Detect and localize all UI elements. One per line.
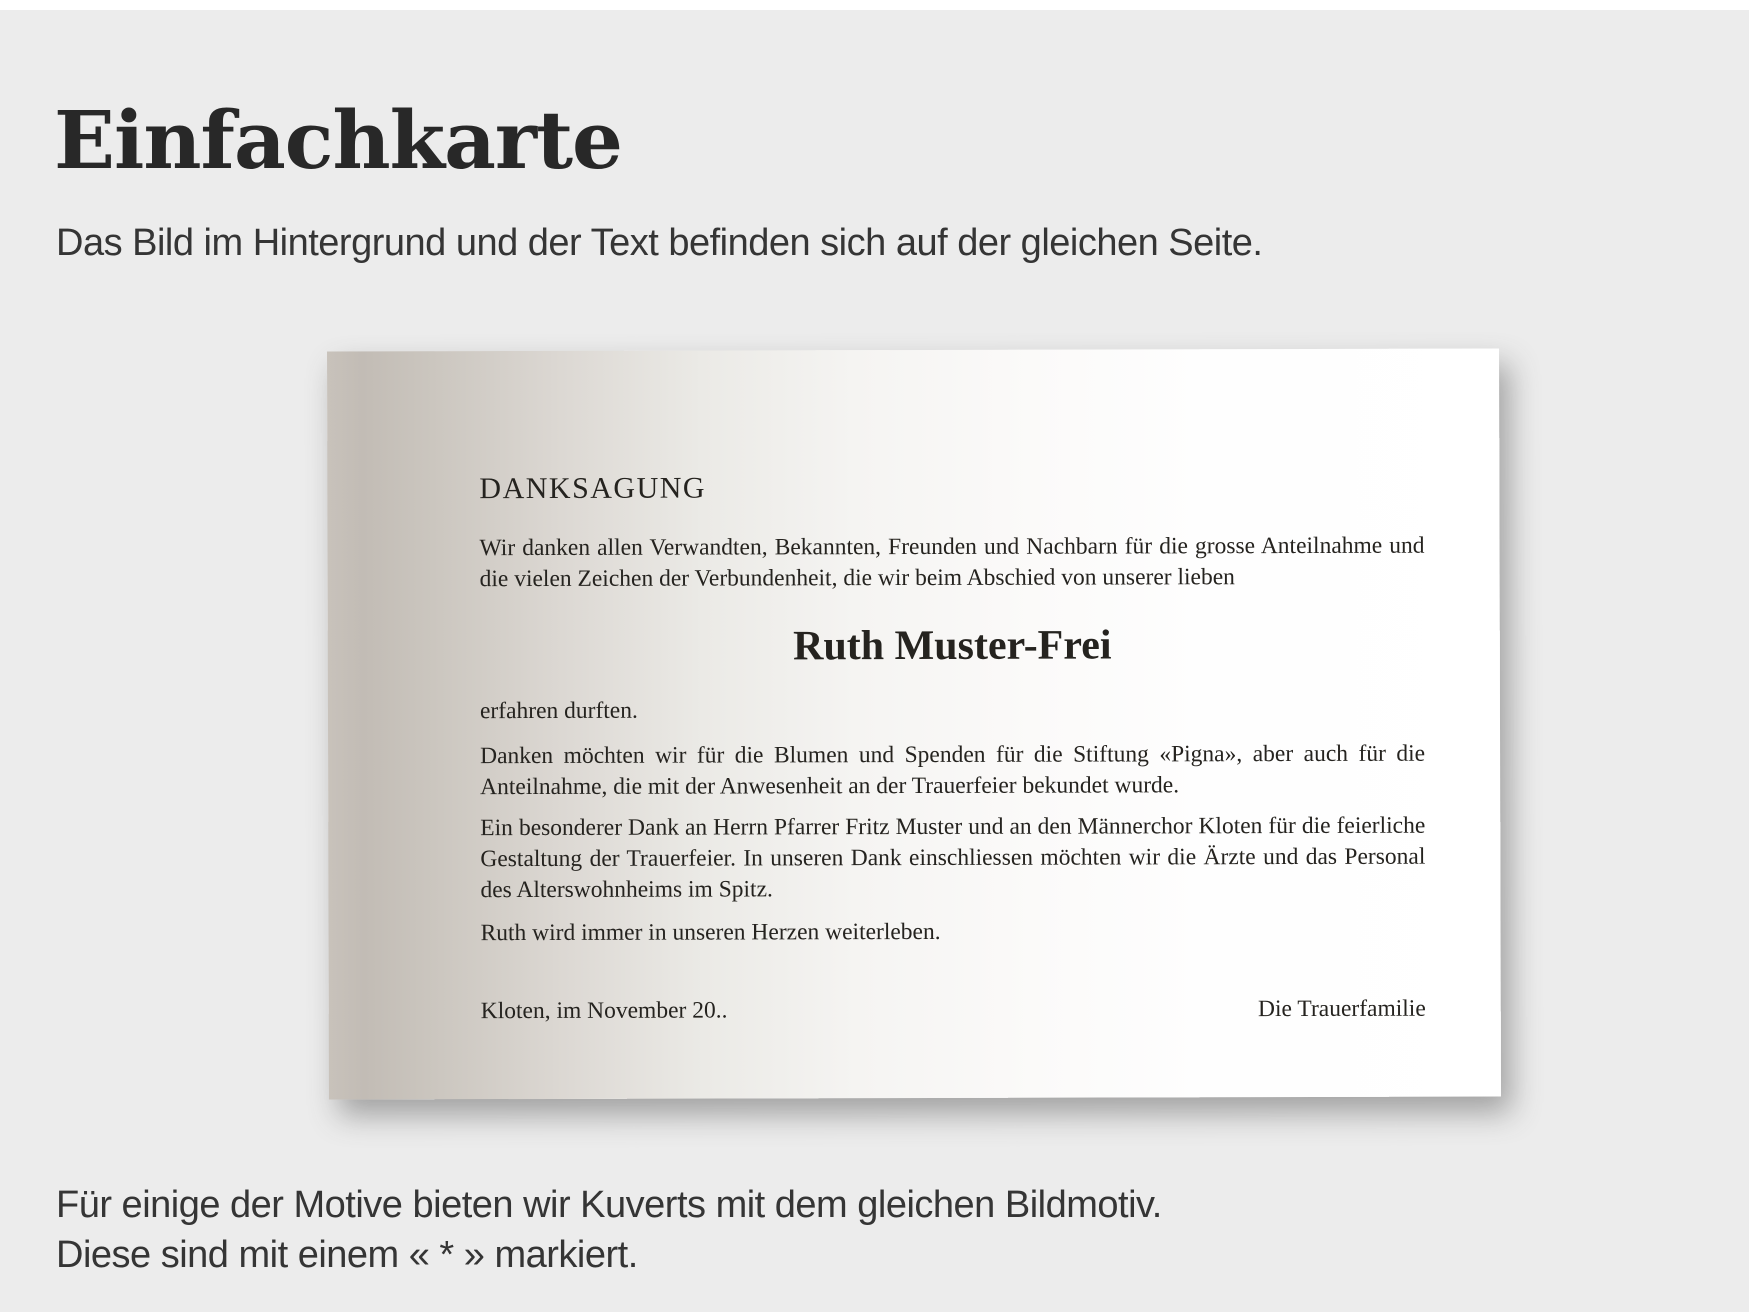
footer-note-line1: Für einige der Motive bieten wir Kuverts mit dem gleichen Bildmotiv. <box>56 1184 1162 1226</box>
top-strip <box>0 0 1749 10</box>
footer-note-line2: Diese sind mit einem « * » markiert. <box>56 1234 638 1276</box>
card-heading: DANKSAGUNG <box>479 471 707 506</box>
intro-text: Das Bild im Hintergrund und der Text befinden sich auf der gleichen Seite. <box>56 222 1263 264</box>
card-line-erfahren: erfahren durften. <box>479 697 638 725</box>
card-footer-row <box>481 994 1426 1027</box>
card-paragraph-danken: Danken möchten wir für die Blumen und Spenden für die Stiftung «Pigna», aber auch für die Anteilnahme, die mit der Anwesenheit an der Trauerfeier bekundet wurde. <box>480 740 1426 801</box>
card-paragraph-herzen: Ruth wird immer in unseren Herzen weiterleben. <box>480 918 941 947</box>
card-paragraph-intro: Wir danken allen Verwandten, Bekannten, Freunden und Nachbarn für die grosse Anteilnahme und die vielen Zeichen der Verbundenheit, die wir beim Abschied von unserer lieben <box>479 532 1425 593</box>
card-footer-place-date: Kloten, im November 20.. <box>480 997 728 1025</box>
greeting-card-preview <box>327 348 1501 1099</box>
deceased-name: Ruth Muster-Frei <box>793 622 1112 670</box>
card-footer-family: Die Trauerfamilie <box>1257 995 1426 1023</box>
footer-note <box>56 1180 1162 1280</box>
card-paragraph-besonderer: Ein besonderer Dank an Herrn Pfarrer Fritz Muster und an den Männerchor Kloten für die feierliche Gestaltung der Trauerfeier. In unseren Dank einschliessen möchten wir die Ärzte und das Personal des Alterswohnheims im Spitz. <box>480 812 1426 904</box>
page-title: Einfachkarte <box>54 92 622 187</box>
